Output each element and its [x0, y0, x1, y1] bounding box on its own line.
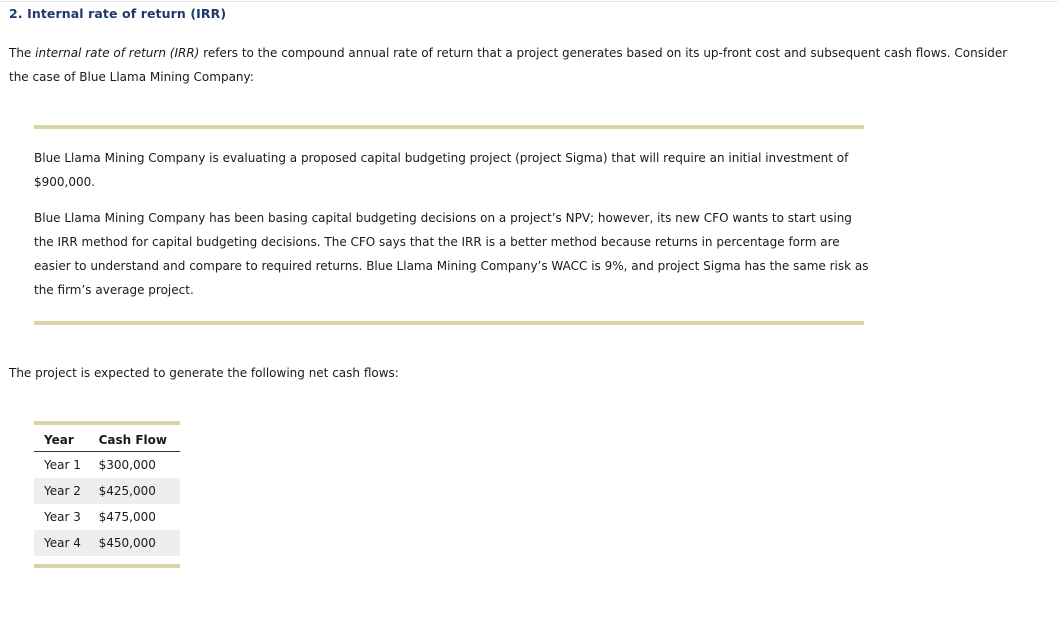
case-description: [34, 146, 874, 302]
intro-text-start: The: [9, 46, 36, 60]
table-row: [34, 452, 180, 479]
cash-flow-column-header: Cash Flow: [89, 429, 180, 452]
year-cell: Year 1: [44, 458, 81, 472]
table-row: [34, 478, 180, 504]
table-header-row: [34, 429, 180, 452]
table-bottom-rule: [34, 564, 180, 568]
cash-flow-cell: $300,000: [98, 458, 156, 472]
table-row: [34, 530, 180, 556]
year-cell: Year 3: [44, 510, 81, 524]
table-top-rule: [34, 421, 180, 425]
case-bottom-rule: [34, 321, 864, 325]
intro-emphasis: internal rate of return (IRR): [35, 46, 200, 60]
cash-flow-cell: $425,000: [89, 478, 180, 504]
top-divider: [0, 1, 1058, 2]
year-column-header: Year: [34, 429, 89, 452]
cash-flow-cell: $475,000: [98, 510, 156, 524]
cash-flow-table: [34, 429, 180, 556]
year-cell: Year 4: [34, 530, 89, 556]
intro-text-end: refers to the compound annual rate of return that a project generates based on its up-front cost and subsequent cash flows. Consider the case of Blue Llama Mining Company:: [9, 46, 1008, 84]
year-cell: Year 2: [34, 478, 89, 504]
case-paragraph-cfo: Blue Llama Mining Company has been basing capital budgeting decisions on a project’s NPV; however, its new CFO wants to start using the IRR method for capital budgeting decisions. The CFO says that the IRR is a better method because returns in percentage form are easier to understand and compare to required returns. Blue Llama Mining Company’s WACC is 9%, and project Sigma has the same risk as the firm’s average project.: [34, 211, 869, 297]
case-top-rule: [34, 125, 864, 129]
case-paragraph-investment: Blue Llama Mining Company is evaluating a proposed capital budgeting project (project Sigma) that will require an initial investment of $900,000.: [34, 151, 849, 189]
table-row: [34, 504, 180, 530]
intro-paragraph: [9, 41, 1009, 89]
question-heading: 2. Internal rate of return (IRR): [9, 6, 227, 21]
cash-flow-lead-in: The project is expected to generate the following net cash flows:: [9, 366, 399, 380]
cash-flow-cell: $450,000: [89, 530, 180, 556]
